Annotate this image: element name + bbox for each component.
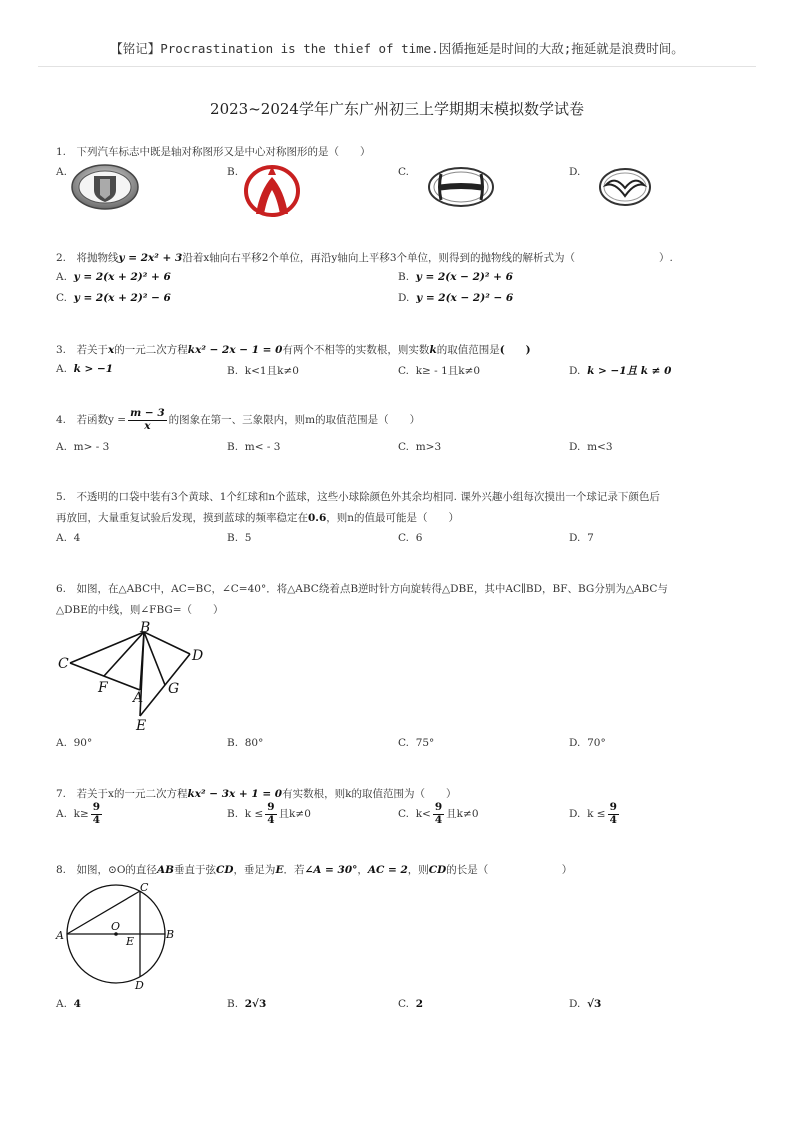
q2-option-b: B. y = 2(x − 2)² + 6: [398, 271, 513, 283]
q6-option-c: C. 75°: [398, 737, 435, 749]
question-4-text: 4. 若函数y = $\frac{m - 3}{x}$ 的图象在第一、三象限内，则m的取值范围是（ ）: [56, 407, 421, 432]
q3-option-c: C. k≥ - 1且k≠0: [398, 365, 481, 377]
q5-option-c: C. 6: [398, 532, 423, 544]
q6-label-d: D: [192, 648, 204, 664]
q2-option-a: A. y = 2(x + 2)² + 6: [56, 271, 171, 283]
q7-option-d: D. k ≤ $\frac{9}{4}$: [569, 801, 617, 826]
q8-label-c: C: [140, 881, 149, 894]
logo-a-image: [70, 162, 140, 212]
question-5-line-2: 再放回，大量重复试验后发现，摸到蓝球的频率稳定在0.6，则n的值最可能是（ ）: [56, 512, 460, 524]
q5-option-a: A. 4: [56, 532, 81, 544]
q7-option-b: B. k ≤ $\frac{9}{4}$ 且k≠0: [227, 801, 311, 826]
q8-option-d: D. √3: [569, 998, 602, 1010]
question-8-text: 8. 如图，⊙O的直径AB垂直于弦CD，垂足为E．若∠A = 30°，AC = 2，则CD的长是（ ）: [56, 864, 573, 876]
question-1-text: 1. 下列汽车标志中既是轴对称图形又是中心对称图形的是（ ）: [56, 146, 371, 158]
question-2-text: 2. 将抛物线y = 2x² + 3沿着x轴向右平移2个单位，再沿y轴向上平移3个单位，则得到的抛物线的解析式为（ ）.: [56, 252, 673, 264]
q5-option-b: B. 5: [227, 532, 252, 544]
q8-label-e: E: [126, 935, 135, 948]
q4-option-c: C. m>3: [398, 441, 442, 453]
q5-option-d: D. 7: [569, 532, 594, 544]
q8-option-c: C. 2: [398, 998, 423, 1010]
question-7-text: 7. 若关于x的一元二次方程kx² − 3x + 1 = 0有实数根，则k的取值范围为（ ）: [56, 788, 457, 800]
q6-option-d: D. 70°: [569, 737, 606, 749]
q6-label-f: F: [98, 680, 108, 696]
q7-option-a: A. k≥ $\frac{9}{4}$: [56, 801, 101, 826]
q6-label-b: B: [140, 620, 151, 636]
header-divider: [38, 66, 756, 67]
q6-label-e: E: [136, 718, 147, 734]
q8-figure: [54, 878, 184, 996]
q4-option-b: B. m< - 3: [227, 441, 281, 453]
q8-option-b: B. 2√3: [227, 998, 267, 1010]
logo-b-image: [242, 160, 302, 220]
q6-label-g: G: [168, 681, 180, 697]
q4-fraction: $\frac{m - 3}{x}$: [130, 407, 165, 432]
q3-option-d: D. k > −1且 k ≠ 0: [569, 365, 672, 377]
question-6-line-1: 6. 如图，在△ABC中，AC=BC，∠C=40°．将△ABC绕着点B逆时针方向旋转得△DBE，其中AC∥BD，BF、BG分别为△ABC与: [56, 583, 668, 595]
q8-label-a: A: [56, 929, 64, 942]
logo-c-image: [427, 166, 495, 208]
q6-figure: [56, 620, 216, 735]
q7-option-c: C. k< $\frac{9}{4}$ 且k≠0: [398, 801, 479, 826]
q4-option-d: D. m<3: [569, 441, 613, 453]
q2-option-c: C. y = 2(x + 2)² − 6: [56, 292, 171, 304]
question-5-line-1: 5. 不透明的口袋中装有3个黄球、1个红球和n个蓝球，这些小球除颜色外其余均相同. 课外兴趣小组每次摸出一个球记录下颜色后: [56, 491, 660, 503]
q6-label-c: C: [58, 656, 69, 672]
q8-label-b: B: [166, 928, 175, 941]
q4-option-a: A. m> - 3: [56, 441, 110, 453]
q6-option-b: B. 80°: [227, 737, 264, 749]
page-header-motto: 【铭记】Procrastination is the thief of time.因循拖延是时间的大敌;拖延就是浪费时间。: [110, 41, 684, 56]
question-6-line-2: △DBE的中线，则∠FBG=（ ）: [56, 604, 224, 616]
q1-option-d-label: D.: [569, 166, 581, 178]
question-3-text: 3. 若关于x的一元二次方程kx² − 2x − 1 = 0有两个不相等的实数根，则实数k的取值范围是( ): [56, 344, 531, 356]
q6-label-a: A: [133, 690, 144, 706]
q8-option-a: A. 4: [56, 998, 81, 1010]
q3-option-b: B. k<1且k≠0: [227, 365, 299, 377]
q2-option-d: D. y = 2(x − 2)² − 6: [398, 292, 514, 304]
q6-option-a: A. 90°: [56, 737, 93, 749]
q3-option-a: A. k > −1: [56, 363, 114, 375]
q8-label-o: O: [111, 920, 121, 933]
exam-title: 2023~2024学年广东广州初三上学期期末模拟数学试卷: [210, 100, 584, 118]
q1-option-b-label: B.: [227, 166, 239, 178]
logo-d-image: [597, 166, 653, 208]
q1-option-c-label: C.: [398, 166, 409, 178]
q8-label-d: D: [135, 979, 144, 992]
q1-option-a-label: A.: [56, 166, 67, 178]
